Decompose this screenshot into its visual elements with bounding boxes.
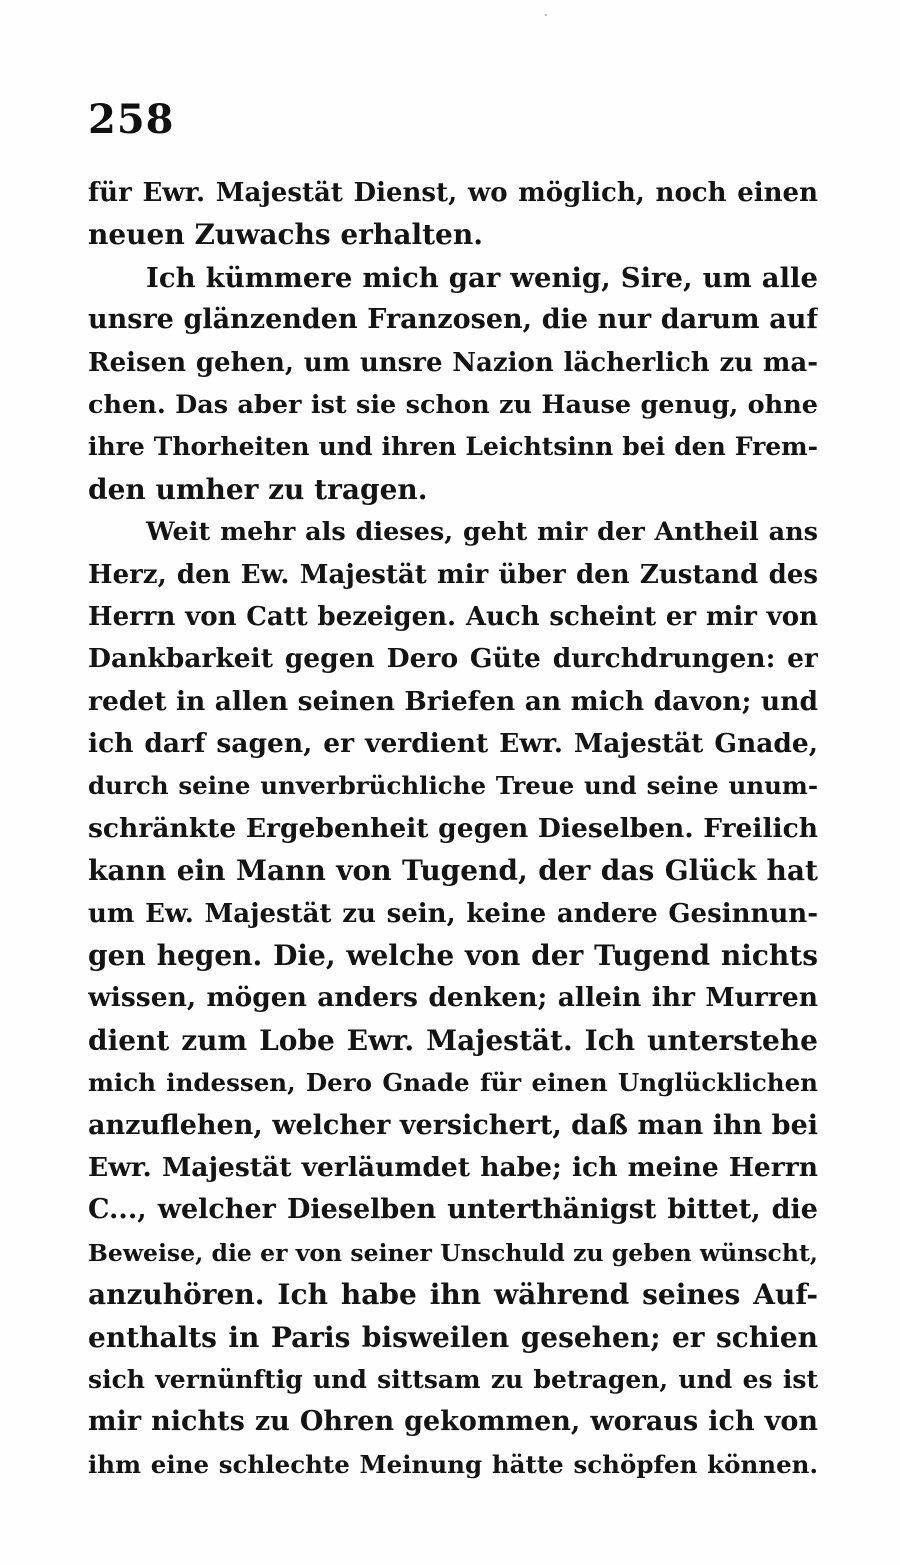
text-line: mir nichts zu Ohren gekommen, woraus ich von [88,1406,818,1438]
text-line: wissen, mögen anders denken; allein ihr Murren [88,982,818,1014]
text-line: chen. Das aber ist sie schon zu Hause genug, ohne [88,389,818,420]
text-line: Ewr. Majestät verläumdet habe; ich meine Herrn [88,1151,818,1183]
text-line: schränkte Ergebenheit gegen Dieselben. Freilich [88,812,818,844]
text-line: gen hegen. Die, welche von der Tugend nichts [88,939,818,973]
text-line: um Ew. Majestät zu sein, keine andere Gesinnun- [88,898,818,929]
text-line: unsre glänzenden Franzosen, die nur darum auf [88,304,818,336]
text-line: Dankbarkeit gegen Dero Güte durchdrungen: er [88,643,818,675]
text-line: kann ein Mann von Tugend, der das Glück hat [88,854,818,888]
text-line: neuen Zuwachs erhalten. [88,218,483,252]
text-line: ihre Thorheiten und ihren Leichtsinn bei den Frem- [88,432,818,462]
body-text [88,172,818,1486]
text-line: Ich kümmere mich gar wenig, Sire, um alle [146,261,818,294]
text-line: Beweise, die er von seiner Unschuld zu geben wünscht, [88,1238,818,1267]
text-line: Herz, den Ew. Majestät mir über den Zustand des [88,559,818,590]
text-line: enthalts in Paris bisweilen gesehen; er schien [88,1320,818,1354]
text-line: durch seine unverbrüchliche Treue und seine unum- [88,771,818,801]
page-number: 258 [88,96,175,143]
text-line: dient zum Lobe Ewr. Majestät. Ich unterstehe [88,1023,818,1057]
text-line: Herrn von Catt bezeigen. Auch scheint er mir von [88,601,818,632]
text-line: Weit mehr als dieses, geht mir der Antheil ans [146,517,818,548]
text-line: ich darf sagen, er verdient Ewr. Majestät Gnade, [88,728,818,760]
text-line: ihm eine schlechte Meinung hätte schöpfen können. [88,1449,818,1479]
text-line: für Ewr. Majestät Dienst, wo möglich, noch einen [88,178,818,208]
text-line: den umher zu tragen. [88,472,428,506]
text-line: redet in allen seinen Briefen an mich davon; und [88,685,818,717]
text-line: Reisen gehen, um unsre Nazion lächerlich zu ma- [88,347,818,378]
text-line: anzuflehen, welcher versichert, daß man ihn bei [88,1109,818,1141]
text-line: C..., welcher Dieselben unterthänigst bittet, die [88,1194,818,1226]
text-line: mich indessen, Dero Gnade für einen Unglücklichen [88,1068,818,1098]
paper-speck [545,14,547,16]
text-line: anzuhören. Ich habe ihn während seines Auf- [88,1278,818,1312]
text-line: sich vernünftig und sittsam zu betragen, und es ist [88,1364,818,1394]
